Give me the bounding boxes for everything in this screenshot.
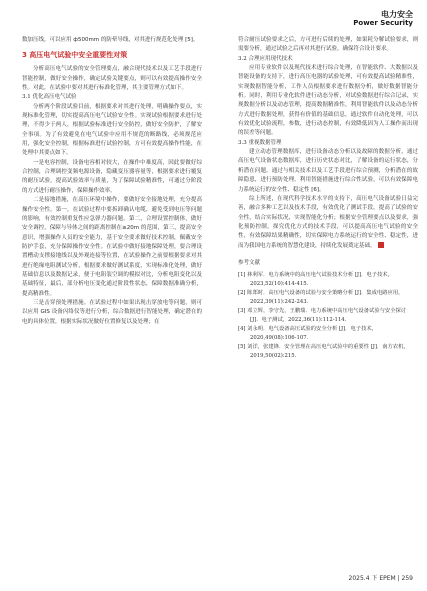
paragraph (238, 195, 418, 251)
conclusion-text: 综上所述，在现代科学技术水平的支持下，高压电气设备试验日益完善，融合多种工艺以及技术手段，有效优化了测试手段，提高了试验的安全性，结合实际状况，实现智能化分析；根据安全管理要点以及要求，强化预防控制，探究优化方式的技术手段，可以提高高压电气试验的安全性，有效保障结果精确性，切实保障电力系统运行的安全性、稳定性，进而为我国电力系统的智慧化建设，持续化发展奠定基础。 (238, 195, 418, 249)
reference-item: [2] 陈郑时．高压电气设备的试验与安全策略分析 [J]．集成电路应用，2022,39(11):242-243. (238, 289, 404, 305)
paragraph: 三是击穿预处理措施。在试验过程中如果出现击穿放电等问题，则可以应用 GIS 设备闪络仪等进行分析，综合数据进行智能处理，确定潜在的电的具体位置，根据实际状况做好位置修复以及处理；在 (22, 299, 202, 325)
paragraph: 建立动态管理数据库，进行设备动态分析以及故障的数据分析，通过高压电气设备状态数据库，进行历史状态对比，了解设备的运行状态，分析潜在问题。通过与相关技术以及工艺手段进行综合预测，分析潜在的故障隐患，进行预防处理。利用智能措施进行综合性试验，可以有效保障电力系统运行的安全性、稳定性 [6]。 (238, 149, 418, 193)
paragraph: 数加压线，可以应用 ф500mm 的防晕导线，对其进行规范化处理 [5]。 (22, 37, 199, 43)
subsection-heading: 3.3 重视数据管理 (238, 139, 282, 146)
header-title-en: Power Security (353, 19, 413, 27)
paragraph: 一是电容控制，设备电容相对较大，在操作中难度高，因此要做好综合控制，合理调控变频电源设备，隐藏变压器容量等，根据要求进行覆复的耐压试验，提高试验效率与质量，为了保障试验精准性，可通过分阶段的方式进行耐压操作，保障操作效率。 (22, 159, 202, 194)
paragraph: 分析两个阶段试验目前，根据要求对其进行处理，明确操作要点，实现标准化管理，切实提高高压电气试验安全性。实现试验根据要求进行处理，不得少于两人，根据试验标准进行安全防控，做好安全防护，了解安全事项。为了有效避免在电气试验中应用不规范的断路线，必须规范应用，强化安全控制，根据标准进行试验控制，方可有效提高操作性能，在处理中其要点如下。 (22, 103, 202, 157)
paragraph: 符合耐压试验要求之后，方可进行后续的处理，如果耗分解试验要求，则需要分析，通过试验之后再对其进行试验，确保符合设计要求。 (238, 37, 418, 53)
reference-item: [3] 邓立辉，李守先，王鹏瑞．电力系统中高压电气设备试验与安全探讨 [J]．电子测试，2022,36(11):112-114. (238, 307, 407, 323)
paragraph: 应用专业软件以及现代技术进行综合处理，在智能软件、大数据以及智能设备的支持下，进行高压电器的试验处理，可有效提高试验精准性，实现数据智能分析，工作人员根据要求进行数据分析，做好数据智能分析。同时，利用专业化软件进行动态分析，对试验数据进行综合记录，实现数据分析以及动态管理，提高数据精准性，利用智能软件以及动态分析方式进行数据处理，获得有价值的基础信息，通过软件自动化处理，可以有效优化试验流程，参数，进行动态控制，有效降低因为人工操作而出现的误差等问题。 (238, 65, 418, 137)
left-column (22, 36, 202, 327)
subsection-heading: 3.1 优化高压电气试验 (22, 94, 77, 101)
subsection-heading: 3.2 合理应用现代技术 (238, 55, 293, 62)
reference-item: [1] 林利军．电力系统中的高压电气试验技术分析 [J]．电子技术，2023,52(10):414-415. (238, 271, 393, 287)
right-column (238, 36, 418, 361)
end-mark-icon: ★ (378, 242, 384, 248)
paragraph: 二是接地措施，在高压环境中操作，要做好安全接地处理，充分提高操作安全性。第一，在试验过程中要拆卸确认电缆，避免受到电压等问题的影响，有效控制重复性应急弹力器问题。第二，合理设置控制体，做好安全调控，保障与导体之间的距离控制在≥20m 的范围，第三，提高安全意识，增强操作人员的安全能力，基于安全要求做好技术控制，佩戴安全防护手套，充分保障操作安全性。在试验中做好接地保障处理，要合理设置槽动支撑接地线以及外观连接等位置，在试验操作之前要根据要求对其进行绝缘电阻测试分析，根据要求做好测试系度，实现标准化处理，做好基础信息以及数据记录，便于电阻装空调的模拟对比，分析电阻变化以及基础特征，最后，部分析电压变化通过阶段性状态，保障数据准确分析，提高精准性。 (22, 197, 202, 297)
section-heading: 3 高压电气试验中安全重要性对策 (22, 51, 128, 60)
reference-item: [5] 刘洋，张建锋．安全管理在高压电气试验中的重要性 [J]．南方农机，2019,50(02):215. (238, 343, 409, 359)
page-footer: 2025.4 下 EPEM | 259 (348, 575, 413, 582)
header-title-cn: 电力安全 (381, 10, 413, 19)
paragraph: 分析高压电气试验的安全管理要点，融合现代技术以及工艺手段进行智能控制，做好安全操作，确定试验关键要点，则可以有效提高操作安全性。对此，在试验中要对其进行标准化管理，其主要管理方式如下。 (22, 66, 202, 92)
references-heading: 参考文献 (238, 259, 261, 266)
reference-item: [4] 刘永明．电气设备高压试验的安全分析 [J]．电子技术，2020,49(08):106-107. (238, 325, 377, 341)
journal-header (353, 10, 413, 27)
